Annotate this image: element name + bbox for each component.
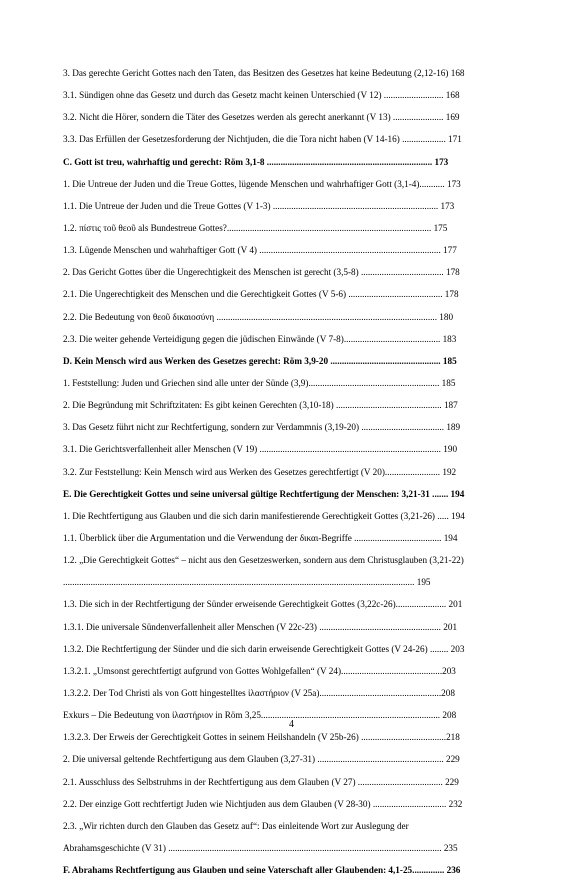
toc-section-heading: E. Die Gerechtigkeit Gottes und seine universal gültige Rechtfertigung der Menschen: 3,21-31 ....... 194	[63, 488, 465, 499]
toc-entry: 3. Das Gesetz führt nicht zur Rechtfertigung, sondern zur Verdammnis (3,19-20) .................................... 189	[63, 422, 461, 433]
toc-entry: 1.1. Überblick über die Argumentation und die Verwendung der δικαι-Begriffe ...................................... 194	[63, 532, 458, 543]
toc-entry: 1.3.2.3. Der Erweis der Gerechtigkeit Gottes in seinem Heilshandeln (V 25b-26) .....................................218	[63, 732, 460, 743]
toc-entry: 3.3. Das Erfüllen der Gesetzesforderung der Nichtjuden, die die Tora nicht haben (V 14-16) ................... 171	[63, 134, 462, 145]
toc-entry: 1.2. πίστις τοῦ θεοῦ als Bundestreue Gottes?......................................................................................... 175	[63, 222, 448, 233]
toc-entry: ......................................................................................................................................................... 195	[63, 577, 431, 588]
toc-entry: 3. Das gerechte Gericht Gottes nach den Taten, das Besitzen des Gesetzes hat keine Bedeutung (2,12-16) 168	[63, 68, 465, 78]
toc-entry: 2.3. Die weiter gehende Verteidigung gegen die jüdischen Einwände (V 7-8).......................................... 183	[63, 333, 457, 344]
toc-entry: 1. Die Untreue der Juden und die Treue Gottes, lügende Menschen und wahrhaftiger Gott (3,1-4)........... 173	[63, 178, 461, 189]
toc-entry: 3.2. Nicht die Hörer, sondern die Täter des Gesetzes werden als gerecht anerkannt (V 13) ...................... 169	[63, 112, 460, 123]
table-of-contents	[63, 67, 517, 886]
toc-entry: 1.3.1. Die universale Sündenverfallenheit aller Menschen (V 22c-23) ..................................................... 201	[63, 621, 458, 632]
toc-entry: 1.3.2.2. Der Tod Christi als von Gott hingestelltes ἱλαστήριον (V 25a).....................................................208	[63, 687, 455, 698]
toc-entry: 1.3. Die sich in der Rechtfertigung der Sünder erweisende Gerechtigkeit Gottes (3,22c-26)...................... 201	[63, 599, 463, 610]
toc-entry: Abrahamsgeschichte (V 31) ....................................................................................................................... 235	[63, 842, 458, 853]
toc-entry: 1.3.2. Die Rechtfertigung der Sünder und die sich darin erweisende Gerechtigkeit Gottes (V 24-26) ........ 203	[63, 643, 465, 654]
toc-entry: 2.2. Die Bedeutung von θεοῦ δικαιοσύνη ................................................................................................ 180	[63, 311, 454, 322]
toc-entry: 2.3. „Wir richten durch den Glauben das Gesetz auf“: Das einleitende Wort zur Auslegung der	[63, 820, 409, 831]
toc-entry: 1. Die Rechtfertigung aus Glauben und die sich darin manifestierende Gerechtigkeit Gottes (3,21-26) ..... 194	[63, 510, 465, 521]
toc-entry: 1.3.2.1. „Umsonst gerechtfertigt aufgrund von Gottes Wohlgefallen“ (V 24)............................................203	[63, 665, 456, 676]
toc-entry: Exkurs – Die Bedeutung von ἱλαστήριον in Röm 3,25.............................................................................. 208	[63, 710, 457, 721]
page-number: 4	[289, 719, 294, 730]
toc-entry: 2.1. Ausschluss des Selbstruhms in der Rechtfertigung aus dem Glauben (V 27) ..................................... 229	[63, 776, 459, 787]
toc-entry: 1.1. Die Untreue der Juden und die Treue Gottes (V 1-3) ........................................................................ 173	[63, 200, 455, 211]
toc-entry: 3.1. Sündigen ohne das Gesetz und durch das Gesetz macht keinen Unterschied (V 12) .......................... 168	[63, 90, 460, 101]
toc-entry: 3.1. Die Gerichtsverfallenheit aller Menschen (V 19) ............................................................................... 190	[63, 444, 458, 455]
toc-section-heading: D. Kein Mensch wird aus Werken des Gesetzes gerecht: Röm 3,9-20 ................................................ 185	[63, 355, 457, 366]
toc-entry: 2. Die Begründung mit Schriftzitaten: Es gibt keinen Gerechten (3,10-18) .............................................. 187	[63, 400, 458, 411]
toc-entry: 2.2. Der einzige Gott rechtfertigt Juden wie Nichtjuden aus dem Glauben (V 28-30) ................................ 232	[63, 798, 463, 809]
toc-entry: 1.2. „Die Gerechtigkeit Gottes“ – nicht aus den Gesetzeswerken, sondern aus dem Christusglauben (3,21-22)	[63, 555, 464, 566]
toc-entry: 3.2. Zur Feststellung: Kein Mensch wird aus Werken des Gesetzes gerechtfertigt (V 20)........................ 192	[63, 466, 457, 477]
toc-section-heading: F. Abrahams Rechtfertigung aus Glauben und seine Vaterschaft aller Glaubenden: 4,1-25.............. 236	[63, 865, 461, 876]
toc-entry: 2. Die universal geltende Rechtfertigung aus dem Glauben (3,27-31) ....................................................... 229	[63, 754, 460, 765]
toc-entry: 1.3. Lügende Menschen und wahrhaftiger Gott (V 4) ............................................................................... 177	[63, 245, 457, 256]
toc-entry: 1. Feststellung: Juden und Griechen sind alle unter der Sünde (3,9)......................................................... 185	[63, 377, 456, 388]
toc-section-heading: C. Gott ist treu, wahrhaftig und gerecht: Röm 3,1-8 ........................................................................ 173	[63, 156, 449, 167]
toc-entry: 2.1. Die Ungerechtigkeit des Menschen und die Gerechtigkeit Gottes (V 5-6) ......................................... 178	[63, 289, 459, 300]
toc-entry: 2. Das Gericht Gottes über die Ungerechtigkeit des Menschen ist gerecht (3,5-8) .................................... 178	[63, 267, 460, 278]
